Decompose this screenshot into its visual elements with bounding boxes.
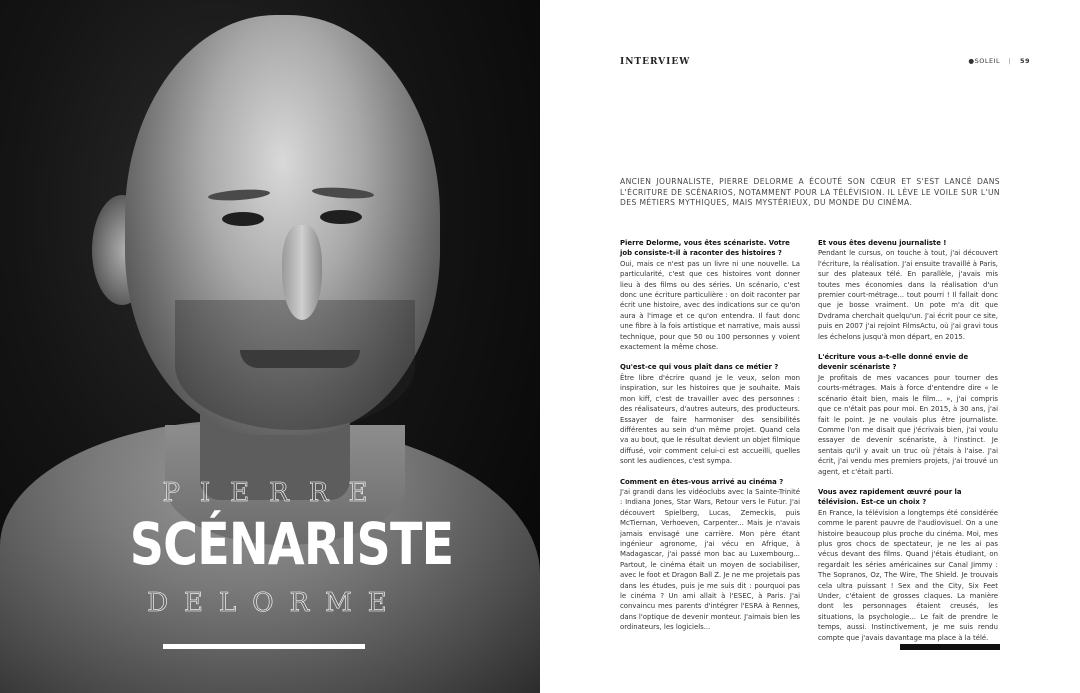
interview-question: Vous avez rapidement œuvré pour la télévision. Est-ce un choix ? [818, 487, 962, 507]
interview-question: Et vous êtes devenu journaliste ! [818, 239, 947, 247]
left-eye [222, 212, 264, 226]
interview-answer: Être libre d'écrire quand je le veux, selon mon inspiration, sur les histoires que je souhaite. Mais mon kiff, c'est de travailler avec des personnes : des réalisateurs, d'autres auteurs, des producteurs. Essayer de faire harmoniser des sensibilités différentes au sein d'un même projet. Quand cela va au bout, que le résultat devient un objet filmique diffusé, voir comment celui-ci est accueilli, quelles sont les audiences, c'est sympa. [620, 373, 800, 466]
page-number: 59 [1019, 57, 1030, 65]
interview-question: Comment en êtes-vous arrivé au cinéma ? [620, 477, 784, 486]
title-profession: SCÉNARISTE [129, 510, 454, 578]
interview-answer: Oui, mais ce n'est pas un livre ni une nouvelle. La particularité, c'est que ces histoires vont donner lieu à des films ou des séries. Un scénario, c'est donc une écriture particulière : on doit raconter par écrit une histoire, avec des indications sur ce qu'on aura à l'image et ce qu'on entendra. Il faut donc une fibre à la fois artistique et narrative, mais aussi technique, pour que 50 ou 100 personnes y voient exactement la même chose. [620, 259, 800, 352]
interview-question: L'écriture vous a-t-elle donné envie de devenir scénariste ? [818, 353, 969, 372]
interview-answer: Je profitais de mes vacances pour tourner des courts-métrages. Mais à force d'entendre dire « le scénario était bien, mais le film... », j'ai compris que ce n'était pas pour moi. En 2015, à 30 ans, j'ai fait le point. Je ne voulais plus être journaliste. Comme l'on me disait que j'écrivais bien, j'ai voulu essayer de devenir scénariste, à l'instinct. Je sentais qu'il y avait un truc où j'étais à l'aise. J'ai écrit, j'ai vendu mes premiers projets, j'ai trouvé un agent, et c'était parti. [818, 373, 998, 476]
page-folio [968, 57, 1030, 65]
interview-text-page [540, 0, 1080, 693]
interview-question: Pierre Delorme, vous êtes scénariste. Votre job consiste-t-il à raconter des histoires ? [620, 239, 790, 258]
end-of-article-bar [900, 644, 1000, 650]
title-last-name: DELORME [147, 588, 403, 618]
nose-shape [282, 225, 322, 320]
brand-name: ●SOLEIL [968, 57, 1001, 65]
title-underline-bar [163, 644, 365, 649]
interview-question: Qu'est-ce qui vous plaît dans ce métier ? [620, 363, 779, 372]
text-column-left [620, 238, 800, 643]
mouth-shape [240, 350, 360, 368]
interview-answer: En France, la télévision a longtemps été considérée comme le parent pauvre de l'audiovisuel. On a une histoire beaucoup plus proche du cinéma. Moi, mes plus gros chocs de spectateur, je ne les ai pas vécus devant des films. Quand j'étais étudiant, on regardait les séries américaines sur Canal Jimmy : The Sopranos, Oz, The Wire, The Shield. Je trouvais cela ultra puissant ! Sex and the City, Six Feet Under, c'étaient de grosses claques. La manière dont les personnages étaient creusés, les situations, la psychologie... Le fait de prendre le temps, aussi. Instinctivement, je me suis rendu compte que j'avais davantage ma place à la télé. [818, 508, 998, 642]
interview-answer: J'ai grandi dans les vidéoclubs avec la Sainte-Trinité : Indiana Jones, Star Wars, Retour vers le Futur. J'ai découvert Spielberg, Lucas, Zemeckis, puis McTiernan, Verhoeven, Carpenter... Mais je n'avais jamais envisagé une carrière. Mon père étant ingénieur agronome, j'ai vécu en Afrique, à Madagascar, j'ai passé mon bac au Luxembourg... Partout, le cinéma était un moyen de sociabiliser, avec le foot et Dragon Ball Z. Je ne me projetais pas dans les études, puis je me suis dit : pourquoi pas le cinéma ? Un ami allait à l'ESEC, à Paris. J'ai convaincu mes parents d'intégrer l'ESRA à Rennes, dans l'optique de devenir monteur. J'aimais bien les ordinateurs, les logiciels... [620, 487, 800, 632]
section-label: INTERVIEW [620, 57, 691, 67]
text-column-right [818, 238, 998, 653]
interview-answer: Pendant le cursus, on touche à tout, j'ai découvert l'écriture, la réalisation. J'ai ensuite travaillé à Paris, sur des plateaux télé. En parallèle, j'avais mis toutes mes économies dans la réalisation d'un premier court-métrage... tout pourri ! Il fallait donc que je bosse vraiment. Un pote m'a dit que Dvdrama cherchait quelqu'un. J'ai écrit pour ce site, puis en 2007 j'ai rejoint FilmsActu, où j'ai gravi tous les échelons jusqu'à mon départ, en 2015. [818, 249, 998, 341]
title-first-name: PIERRE [162, 478, 388, 508]
right-eye [320, 210, 362, 224]
folio-separator: | [1008, 57, 1012, 65]
standfirst-intro: ANCIEN JOURNALISTE, PIERRE DELORME A ÉCOUTÉ SON CŒUR ET S'EST LANCÉ DANS L'ÉCRITURE DE SCÉNARIOS, NOTAMMENT POUR LA TÉLÉVISION. IL LÈVE LE VOILE SUR L'UN DES MÉTIERS MYTHIQUES, MAIS MYSTÉRIEUX, DU MONDE DU CINÉMA. [620, 177, 1000, 207]
